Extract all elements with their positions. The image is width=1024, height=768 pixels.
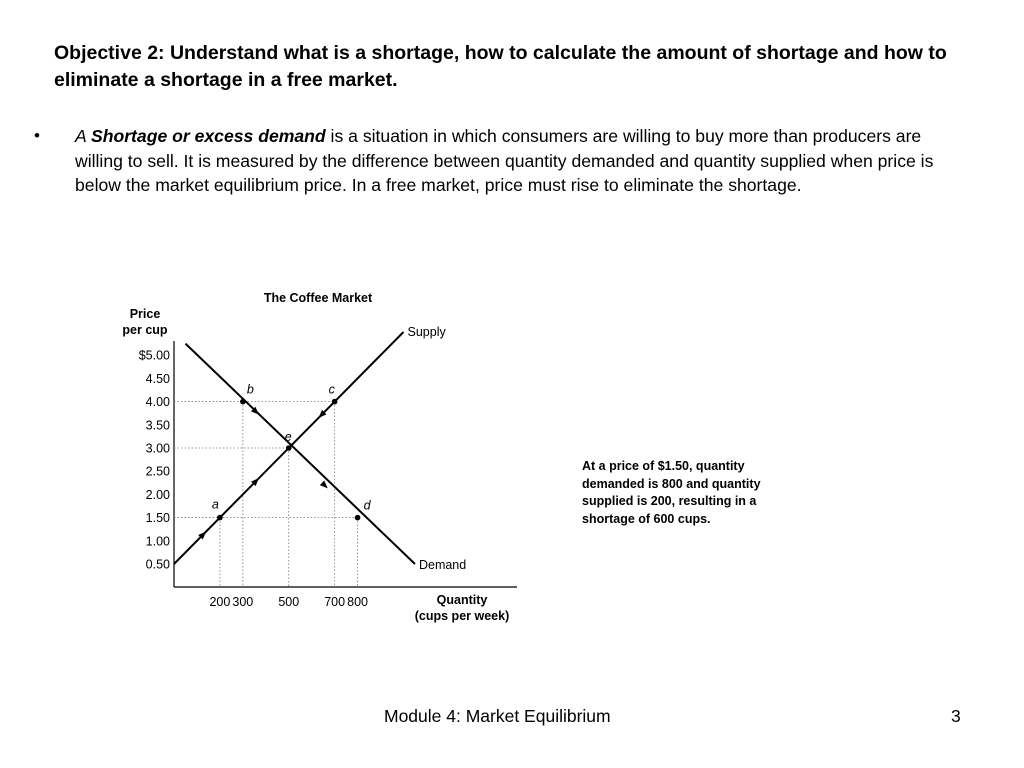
demand-label: Demand — [418, 558, 467, 572]
direction-arrowhead — [320, 481, 328, 489]
shortage-note — [582, 458, 802, 528]
y-tick-label: 0.50 — [145, 557, 170, 572]
coffee-market-chart — [110, 283, 530, 633]
bullet-marker: • — [34, 126, 40, 145]
y-tick-label: 3.50 — [145, 418, 170, 433]
point-e — [286, 445, 292, 451]
y-tick-label: 4.00 — [145, 395, 170, 410]
y-tick-label: 3.00 — [145, 441, 170, 456]
y-tick-label: 4.50 — [145, 371, 170, 386]
slide-title: Objective 2: Understand what is a shortage, how to calculate the amount of shortage and how to eliminate a shortage in a free market. — [54, 42, 947, 91]
y-axis-label-line2: per cup — [122, 323, 168, 337]
point-d — [355, 515, 361, 521]
page-number: 3 — [951, 706, 961, 726]
chart-title: The Coffee Market — [263, 291, 373, 305]
bullet-body: is a situation in which consumers are willing to buy more than producers are willing to sell. It is measured by the difference between quantity demanded and quantity supplied when price is below the market equilibrium price. In a free market, price must rise to eliminate the shortage. — [75, 126, 934, 195]
x-axis-label-line1: Quantity — [436, 593, 488, 607]
shortage-note-period: . — [707, 511, 711, 526]
bullet-text — [75, 124, 955, 198]
y-tick-label: 2.50 — [145, 464, 170, 479]
x-tick-label: 700 — [324, 595, 346, 609]
point-c — [332, 399, 338, 405]
y-tick-label: 1.00 — [145, 534, 170, 549]
x-tick-label: 500 — [278, 595, 300, 609]
point-label-d: d — [363, 498, 371, 513]
point-b — [240, 399, 246, 405]
y-tick-label: 2.00 — [145, 487, 170, 502]
y-tick-label: 1.50 — [145, 511, 170, 526]
supply-label: Supply — [407, 325, 446, 339]
point-label-c: c — [328, 382, 335, 397]
point-label-e: e — [284, 430, 292, 444]
x-tick-label: 800 — [347, 595, 369, 609]
demand-curve — [185, 344, 415, 564]
x-tick-label: 300 — [232, 595, 254, 609]
y-axis-label-line1: Price — [129, 307, 161, 321]
x-axis-label-line2: (cups per week) — [414, 609, 510, 623]
footer-title: Module 4: Market Equilibrium — [384, 706, 611, 726]
point-label-a: a — [211, 497, 219, 512]
point-label-b: b — [246, 382, 254, 397]
bullet-article: A — [75, 126, 91, 146]
bullet-term: Shortage or excess demand — [90, 126, 326, 146]
shortage-note-text: At a price of $1.50, quantity demanded is 800 and quantity supplied is 200, resulting in a shortage of 600 cups — [582, 459, 761, 526]
point-a — [217, 515, 223, 521]
x-tick-label: 200 — [209, 595, 231, 609]
y-tick-label: $5.00 — [138, 348, 170, 363]
